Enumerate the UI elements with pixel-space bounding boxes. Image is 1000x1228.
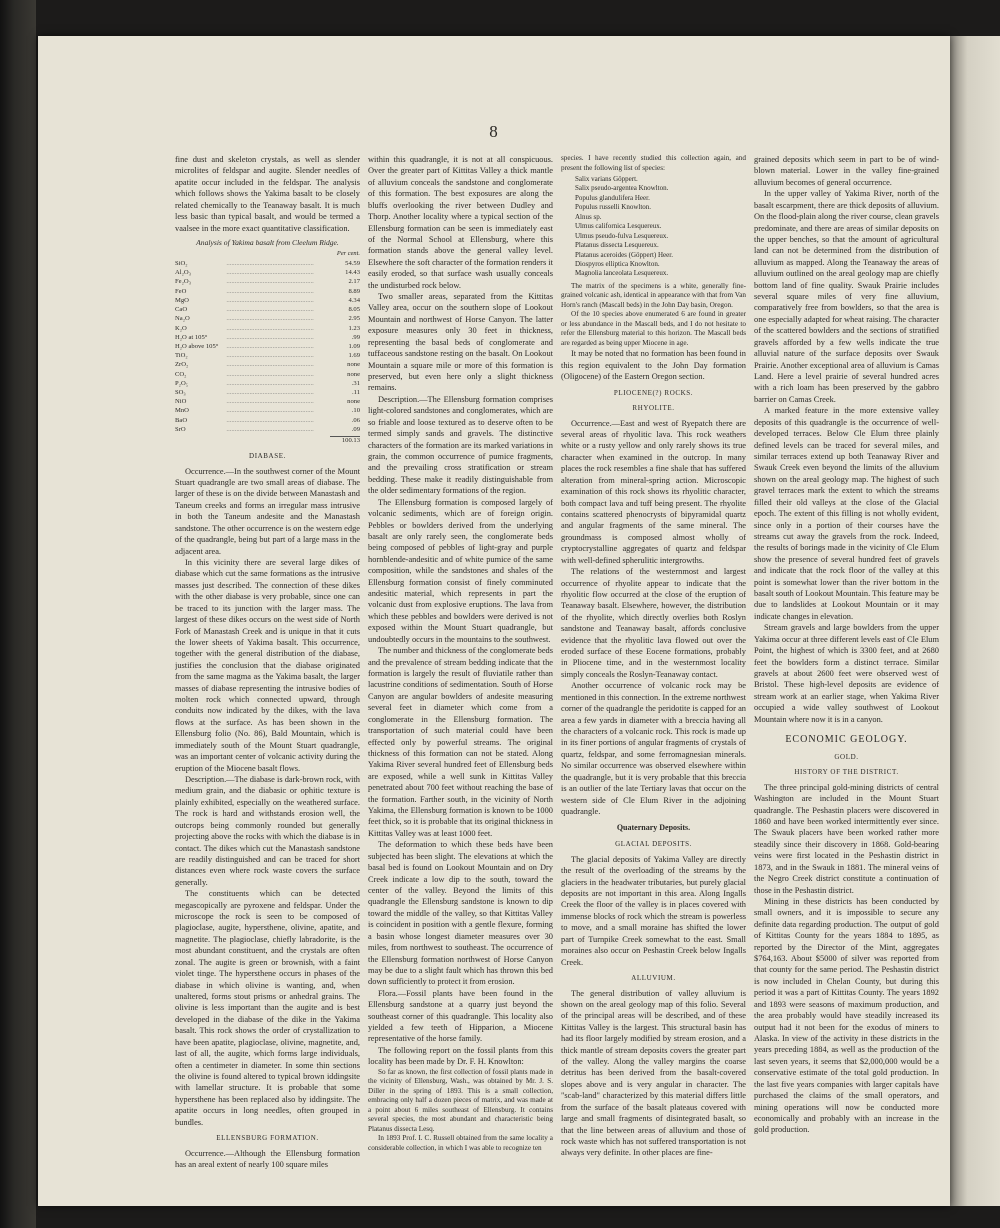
- dot-leader: .....................................................: [226, 379, 314, 387]
- paragraph: Description.—The Ellensburg formation comprises light-colored sandstones and conglomerates, which are so friable and loose textured as to deserve often to be termed simply sands and gravels. The distinctive characters of the formation are its marked variations in grain, the common occurrence of pumice fragments, and the prevailing cross stratification or stream bedding. These make it readily distinguishable from the older sedimentary formations of the region.: [368, 394, 553, 496]
- analysis-constituent: CO₂: [175, 370, 187, 378]
- analysis-constituent: ZrO₂: [175, 361, 189, 369]
- section-heading-history: HISTORY OF THE DISTRICT.: [794, 768, 899, 777]
- section-heading-quaternary: Quaternary Deposits.: [616, 823, 691, 833]
- dot-leader: .....................................................: [226, 416, 314, 424]
- dot-leader: .....................................................: [226, 361, 314, 369]
- analysis-constituent: Al₂O₃: [175, 269, 191, 277]
- analysis-total: 100.13: [330, 436, 360, 446]
- analysis-value: .10: [351, 407, 360, 415]
- analysis-value: 14.43: [345, 269, 360, 277]
- paragraph: Two smaller areas, separated from the Kittitas Valley area, occur on the southern slope of Lookout Mountain and northwest of Horse Canyon. The latter exposure measures only 30 feet in thickness, representing the basal beds of conglomerate and tuffaceous sandstone resting on the basalt. On Lookout Mountain a square mile or more of this formation is preserved, but even here only a slight thickness remains.: [368, 292, 553, 393]
- paragraph: The number and thickness of the conglomerate beds and the prevalence of stream bedding indicate that the formation is largely the result of fluviatile rather than lacustrine conditions of sedimentation. South of Horse Canyon are angular bowlders of andesite measuring several feet in diameter which come from a conglomerate in the Ellensburg formation. The transportation of such material could have been effected only by powerful streams. The original thickness of this formation can not be stated. Along Yakima River several hundred feet of Ellensburg beds are exposed, while a well sunk in Kittitas Valley penetrated about 700 feet without reaching the base of the formation. Farther south, in the vicinity of North Yakima, the Ellensburg formation is known to be 1000 feet thick, so it is probable that its original thickness in Kittitas Valley was at least 1000 feet.: [368, 646, 553, 838]
- species-item: Magnolia lanceolata Lesquereux.: [575, 269, 669, 278]
- paragraph: The general distribution of valley alluvium is shown on the areal geology map of this folio. Several of the principal areas will be described, and of these Kittitas Valley is the largest. This structural basin has had its floor largely modified by stream erosion, and a thick mantle of stream deposits covers the greater part of the valley. Along the valley margins the coarse detritus has been derived from the basalt-covered slopes above and is very angular in character. The "scab-land" characterized by this material differs little from the surface of the basalt plateaus covered with large and small fragments of disintegrated basalt, so that the line between areas of alluvium and those of rock waste which has not suffered transportation is not always very definite. In other places are fine-: [561, 988, 746, 1158]
- section-heading-gold: GOLD.: [834, 752, 859, 761]
- analysis-table: [175, 259, 360, 434]
- analysis-value: 4.34: [348, 296, 360, 304]
- paragraph: Occurrence.—East and west of Ryepatch there are several areas of rhyolitic lava. This rock weathers white or a rusty yellow and only rarely shows its true character when examined in the outcrop. In many places the rock resembles a fine shale that has suffered alteration from mineral-spring action. Microscopic examination of this rock shows its rhyolitic character, both compact lava and tuff being present. The rhyolite contains scattered phenocrysts of bipyramidal quartz and angular fragments of the same mineral. The groundmass is composed almost wholly of cryptocrystalline aggregates of quartz and feldspar with well-defined spherulitic intergrowths.: [561, 418, 746, 565]
- section-heading-glacial: GLACIAL DEPOSITS.: [615, 840, 692, 849]
- text-column-4: [754, 154, 939, 1194]
- dot-leader: .....................................................: [226, 333, 314, 341]
- paragraph: Occurrence.—In the southwest corner of the Mount Stuart quadrangle are two small areas of diabase. The larger of these is on the divide between Manastash and Taneum creeks and forms an irregular mass intrusive in both the Taneum andesite and the Manastash sandstone. The other occurrence is on the western edge of the quadrangle, being but part of a large mass in the adjacent area.: [175, 466, 360, 556]
- page-number: 8: [489, 122, 499, 141]
- species-item: Salix varians Göppert.: [575, 175, 638, 183]
- analysis-row: [175, 397, 360, 406]
- analysis-value: 2.17: [348, 278, 360, 286]
- paragraph: The glacial deposits of Yakima Valley are directly the result of the overloading of the streams by the glaciers in the headwater tributaries, but purely glacial deposits are not important in this area. Along Ingalls Creek the floor of the valley is in places covered with immense blocks of rock which the stream is powerless to move, and a small moraine has shifted the lower part of Turnpike Creek somewhat to the east. Small moraines also occur on Peshastin Creek below Ingalls Creek.: [561, 854, 746, 967]
- analysis-constituent: H₂O at 105°: [175, 333, 208, 341]
- section-heading-economic-geology: ECONOMIC GEOLOGY.: [785, 734, 908, 746]
- analysis-row: [175, 296, 360, 305]
- analysis-constituent: H₂O above 105°: [175, 342, 219, 350]
- analysis-constituent: SO₃: [175, 389, 186, 397]
- quoted-paragraph: So far as known, the first collection of fossil plants made in the vicinity of Ellensburg, Wash., was obtained by Mr. J. S. Diller in the spring of 1893. This is a small collection, embracing only half a dozen pieces of matrix, and was made at a point about 6 miles southeast of Ellensburg. It contains several species, the most abundant and characteristic being Platanus dissecta Lesq.: [368, 1067, 553, 1133]
- text-column-2: [368, 154, 553, 1194]
- dot-leader: .....................................................: [226, 389, 314, 397]
- dot-leader: .....................................................: [226, 287, 314, 295]
- analysis-row: [175, 388, 360, 397]
- analysis-row: [175, 406, 360, 415]
- analysis-constituent: FeO: [175, 287, 187, 295]
- text-column-3: [561, 154, 746, 1194]
- analysis-row: [175, 324, 360, 333]
- dot-leader: .....................................................: [226, 278, 314, 286]
- analysis-constituent: Na₂O: [175, 315, 190, 323]
- analysis-row: [175, 416, 360, 425]
- dot-leader: .....................................................: [226, 315, 314, 323]
- paragraph: In this vicinity there are several large dikes of diabase which cut the same formations as the intrusive masses just described. The connection of these dikes with the other diabase is very probable, since one can be traced to its junction with the larger mass. The largest of these dikes occurs on the west side of North Fork of Manastash Creek and is unique in that it cuts the lower sheets of Yakima basalt. This occurrence, together with the general distribution of the diabase, justifies the conclusion that the diabase originated from the same magma as the Yakima basalt, the larger masses of diabase representing the intrusive bodies of molten rock which connected upward, through conduits now indicated by the dikes, with the lava flows at the surface. As has been shown in the Ellensburg folio (No. 86), Bald Mountain, which is immediately south of the Mount Stuart quadrangle, was an important center of volcanic activity during the eruption of the Miocene basalt flows.: [175, 557, 360, 773]
- paragraph: The relations of the westernmost and largest occurrence of rhyolite appear to indicate that the rhyolitic flow occurred at the close of the eruption of Teanaway basalt. Elsewhere, however, the distribution of the rhyolite, which directly overlies both Roslyn sandstone and Teanaway basalt, affords conclusive evidence that the rhyolitic lava flowed out over the eroded surface of these Eocene formations, probably in Pliocene time, and in the westernmost locality simply conceals the Roslyn-Teanaway contact.: [561, 567, 746, 679]
- paragraph: within this quadrangle, it is not at all conspicuous. Over the greater part of Kittitas Valley a thick mantle of alluvium conceals the sandstone and conglomerate of this formation. The best exposures are along the bluffs overlooking the river between Dudley and Thorp. Another locality where a typical section of the Ellensburg formation can be seen is immediately east of the Normal School at Ellensburg, where this formation stands above the general valley level. Elsewhere the soft character of the formation renders it easily eroded, so that surface wash usually conceals the undisturbed rock below.: [368, 155, 553, 290]
- section-heading-rhyolite: RHYOLITE.: [632, 404, 675, 413]
- section-heading-ellensburg: ELLENSBURG FORMATION.: [216, 1134, 319, 1143]
- species-item: Ulmus californica Lesquereux.: [575, 222, 662, 231]
- quoted-paragraph: The matrix of the specimens is a white, generally fine-grained volcanic ash, identical in appearance with that from Van Horn's ranch (Mascall beds) in the John Day basin, Oregon.: [561, 281, 746, 309]
- analysis-constituent: MgO: [175, 296, 189, 304]
- quoted-paragraph: In 1893 Prof. I. C. Russell obtained from the same locality a considerable collection, in which I was able to recognize ten: [368, 1134, 553, 1152]
- dot-leader: .....................................................: [226, 296, 314, 304]
- paragraph: grained deposits which seem in part to be of wind-blown material. Lower in the valley fine-grained alluvium becomes of general occurrence.: [754, 155, 939, 187]
- dot-leader: .....................................................: [226, 398, 314, 406]
- paragraph: In the upper valley of Yakima River, north of the basalt escarpment, there are thick deposits of alluvium. On the flood-plain along the river course, clean gravels predominate, and there are areas of similar deposits on the upper benches, so that the amount of agricultural land can not be determined from the distribution of alluvium as mapped. Along the Teanaway the areas of alluvium outlined on the areal geology map are chiefly bottom land of fine quality. Swauk Prairie includes several square miles of very fine alluvium, comparatively free from bowlders, so that the area is one especially adapted for wheat raising. The character of the scattered bowlders and the sections of stratified gravels afforded by a few wells indicate the true alluvial nature of the surface deposits over Swauk Prairie. Another exceptional area of alluvium is Camas Land. Here a level prairie of several hundred acres with a rich loam has been preserved by the gabbro barrier on Camas Creek.: [754, 189, 939, 404]
- analysis-value: 8.05: [348, 306, 360, 314]
- analysis-value: .11: [352, 389, 360, 397]
- species-item: Alnus sp.: [575, 212, 602, 221]
- scan-dark-edge: [0, 0, 36, 1228]
- species-item: Diospyros elliptica Knowlton.: [575, 259, 660, 268]
- percent-header: Per cent.: [336, 250, 360, 258]
- text-column-1: [175, 154, 360, 1194]
- analysis-value: .31: [351, 379, 360, 387]
- analysis-value: 8.89: [348, 287, 360, 295]
- dot-leader: .....................................................: [226, 306, 314, 314]
- analysis-constituent: K₂O: [175, 324, 187, 332]
- paragraph: Another occurrence of volcanic rock may be mentioned in this connection. In the extreme northwest corner of the quadrangle the peridotite is capped for an area a few yards in diameter with a breccia having all the characters of a volcanic rock. This rock is made up in its finer portions of angular fragments of crystals of quartz, feldspar, and some ferromagnesian minerals. No similar occurrence was observed elsewhere within the quadrangle, but it is very probable that this breccia is an outlier of the late Tertiary lavas that occur on the western side of Cle Elum River in the adjoining quadrangle.: [561, 681, 746, 816]
- dot-leader: .....................................................: [226, 370, 314, 378]
- analysis-row: [175, 268, 360, 277]
- analysis-constituent: SrO: [175, 425, 186, 433]
- dot-leader: .....................................................: [226, 425, 314, 433]
- dot-leader: .....................................................: [226, 269, 314, 277]
- quoted-paragraph: Of the 10 species above enumerated 6 are found in greater or less abundance in the Mascall beds, and I do not hesitate to refer the Ellensburg material to this horizon. The Mascall beds are regarded as being upper Miocene in age.: [561, 310, 746, 347]
- analysis-value: none: [347, 361, 360, 369]
- dot-leader: .....................................................: [226, 352, 314, 360]
- paragraph: A marked feature in the more extensive valley deposits of this quadrangle is the occurrence of well-developed terraces. Below Cle Elum three plainly defined levels can be traced for several miles, and similar terraces extend up both Teanaway River and Swauk Creek even beyond the limits of the alluvium shown on the areal geology map. The highest of such gravel terraces mark the extent to which the streams filled their old valleys at the close of the Glacial epoch. The extent of this filling is not wholly evident, since only in a portion of their courses have the streams cut away the gravels from the rock. Indeed, the results of borings made in the vicinity of Cle Elum show the presence of several hundred feet of gravels and indicate that the rock floor of the valley at this point is somewhat lower than the river bottom in the basalt south of Lookout Mountain. This feature may be due to landslides at Lookout Mountain or it may indicate changes in elevation.: [754, 406, 939, 621]
- paragraph: Description.—The diabase is dark-brown rock, with medium grain, and the diabasic or ophitic texture is plainly exhibited, especially on the weathered surface. The rock is hard and withstands erosion well, the outcrops being commonly rounded but generally projecting above the rocks with which the diabase is in contact. The dikes which cut the Manastash sandstone are readily distinguished and can be traced for short distances even where rock waste covers the surface generally.: [175, 774, 360, 887]
- analysis-row: [175, 333, 360, 342]
- analysis-row: [175, 259, 360, 268]
- analysis-constituent: BaO: [175, 416, 188, 424]
- analysis-caption: Analysis of Yakima basalt from Cleelum Ridge.: [196, 237, 339, 247]
- species-item: Ulmus pseudo-fulva Lesquereux.: [575, 231, 669, 240]
- paragraph: Occurrence.—Although the Ellensburg formation has an areal extent of nearly 100 square miles: [175, 1148, 360, 1169]
- paragraph: fine dust and skeleton crystals, as well as slender microlites of feldspar and augite. Slender needles of apatite occur included in the feldspar. The analysis which follows shows the Yakima basalt to be closely related chemically to the Teanaway basalt. It is much less basic than typical basalt, and would be termed a vaalsee in the more exact quantitative classification.: [175, 155, 360, 233]
- analysis-value: 1.09: [348, 342, 360, 350]
- species-item: Salix pseudo-argentea Knowlton.: [575, 184, 669, 193]
- paragraph: The constituents which can be detected megascopically are pyroxene and feldspar. Under the microscope the rock is seen to be composed of plagioclase, augite, hypersthene, olivine, apatite, and magnetite. The plagioclase, chiefly labradorite, is the most abundant constituent, and the crystals are often zonal. The augite is green or brownish, with a faint violet tinge. The hypersthene occurs in phases of the diabase in which olivine is wanting, and, when unaltered, forms stout prisms or anhedral grains. The olivine is less important than the augite and is best developed in the diabase of the dike in the Yakima basalt. This rock shows the order of crystallization to have been apatite, plagioclase, olivine, magnetite, and, last of all, the augite, which forms large individuals, often a centimeter in diameter. In some thin sections the olivine is found altered to typical brown iddingsite with lamellar structure. It is probable that some hypersthene has been replaced also by iddingsite. The apatite occurs in long needles, often grouped in bundles.: [175, 889, 360, 1127]
- analysis-constituent: SiO₂: [175, 259, 188, 267]
- analysis-constituent: Fe₂O₃: [175, 278, 191, 286]
- species-item: Populus glandulifera Heer.: [575, 193, 650, 202]
- dot-leader: .....................................................: [226, 407, 314, 415]
- analysis-row: [175, 314, 360, 323]
- analysis-value: .99: [351, 333, 360, 341]
- paragraph: The deformation to which these beds have been subjected has been slight. The elevations at which the basal bed is found on Lookout Mountain and on Dry Creek indicate a low dip to the south, toward the center of the valley. Beyond the limits of this quadrangle the Ellensburg sandstone is known to dip toward the middle of the valley, so that Kittitas Valley is coincident in position with a gentle flexure, forming a basin whose longest diameter measures over 30 miles, from northwest to southeast. The occurrence of the Ellensburg formation northwest of Horse Canyon may be due to a slight fault which has thrown this bed down sufficiently to protect it from erosion.: [368, 840, 553, 987]
- analysis-constituent: TiO₂: [175, 352, 188, 360]
- analysis-value: none: [347, 398, 360, 406]
- analysis-value: 54.59: [345, 259, 360, 267]
- analysis-constituent: NiO: [175, 398, 187, 406]
- paragraph: The three principal gold-mining districts of central Washington are included in the Mount Stuart quadrangle. The Peshastin placers were discovered in 1860 and have been worked intermittently ever since. The Swauk placers have been worked rather more steadily since their discovery in 1868. Gold-bearing veins were first located in the Peshastin district in 1873, and in the Swauk in 1881. The mineral veins of the Negro Creek district constitute a continuation of those in the Peshastin district.: [754, 782, 939, 895]
- next-page-edge: [950, 36, 1000, 1206]
- section-heading-alluvium: ALLUVIUM.: [631, 973, 676, 982]
- analysis-constituent: P₂O₅: [175, 379, 189, 387]
- analysis-row: [175, 370, 360, 379]
- analysis-row: [175, 379, 360, 388]
- species-item: Platanus aceroides (Göppert) Heer.: [575, 250, 673, 259]
- species-item: Platanus dissecta Lesquereux.: [575, 241, 659, 250]
- dot-leader: .....................................................: [226, 324, 314, 332]
- quoted-paragraph: species. I have recently studied this collection again, and present the following list of species:: [561, 154, 746, 172]
- paragraph: The following report on the fossil plants from this locality has been made by Dr. F. H. Knowlton:: [368, 1045, 553, 1067]
- paragraph: Flora.—Fossil plants have been found in the Ellensburg sandstone at a quarry just beyond the southeast corner of this quadrangle. This locality also yielded a few teeth of Hipparion, a Miocene representative of the horse family.: [368, 988, 553, 1044]
- species-list: [575, 175, 746, 279]
- dot-leader: .....................................................: [226, 259, 314, 267]
- analysis-value: .06: [351, 416, 360, 424]
- paragraph: It may be noted that no formation has been found in this region equivalent to the John Day formation (Oligocene) of the Eastern Oregon section.: [561, 349, 746, 382]
- document-page: [38, 36, 950, 1206]
- analysis-constituent: MnO: [175, 407, 189, 415]
- analysis-row: [175, 287, 360, 296]
- analysis-value: 1.69: [348, 352, 360, 360]
- analysis-constituent: CaO: [175, 306, 188, 314]
- analysis-value: .09: [351, 425, 360, 433]
- analysis-value: none: [347, 370, 360, 378]
- dot-leader: .....................................................: [226, 342, 314, 350]
- analysis-row: [175, 342, 360, 351]
- analysis-value: 2.95: [348, 315, 360, 323]
- analysis-row: [175, 425, 360, 434]
- paragraph: The Ellensburg formation is composed largely of volcanic sediments, which are of foreign origin. Pebbles or bowlders derived from the underlying basalt are only rarely seen, the conglomerate beds being composed of pebbles of light-gray and purple hornblende-andesitic and of white pumice of the same composition, while the sandstones and shales of the Ellensburg formation consist of finely comminuted andesitic material, which represents in part the volcanic dust from explosive eruptions. The lava from which these pebbles and bowlders were derived is not exposed within the Mount Stuart quadrangle, but undoubtedly occurs in the mountains to the southwest.: [368, 497, 553, 644]
- paragraph: Stream gravels and large bowlders from the upper Yakima occur at three different levels east of Cle Elum Point, the highest of which is 3300 feet, and at 2680 feet the bowlders form a distinct terrace. Similar gravels at about 2600 feet were observed west of Bristol. These high-level deposits are evidence of stream work at an earlier stage, when Yakima River occupied a wide valley southwest of Lookout Mountain where now it is in a canyon.: [754, 623, 939, 724]
- section-heading-pliocene: PLIOCENE(?) ROCKS.: [613, 388, 694, 397]
- analysis-row: [175, 277, 360, 286]
- analysis-row: [175, 360, 360, 369]
- section-heading-diabase: DIABASE.: [249, 452, 286, 461]
- species-item: Populus russelli Knowlton.: [575, 203, 652, 212]
- paragraph: Mining in these districts has been conducted by small owners, and it is impossible to secure any definite data regarding production. The output of gold of Kittitas County for the years 1884 to 1895, as reported by the Director of the Mint, aggregates $764,163. About $5000 of silver was reported from that county for the same period. The Peshastin district is now included in Chelan County, but during this period it was a part of Kittitas County. The years 1892 and 1893 were seasons of maximum production, and the area probably would have steadily increased its output had it not been for the exodus of miners to Alaska. In view of the activity in these districts in the years preceding 1884, as well as the production of the last seven years, it seems that $2,000,000 would be a conservative estimate of the total gold production. In the last five years companies with larger capitals have purchased the claims of the small operators, and mining operations will now be conducted more economically and probably with an increase in the gold production.: [754, 896, 939, 1135]
- analysis-value: 1.23: [348, 324, 360, 332]
- analysis-row: [175, 305, 360, 314]
- analysis-row: [175, 351, 360, 360]
